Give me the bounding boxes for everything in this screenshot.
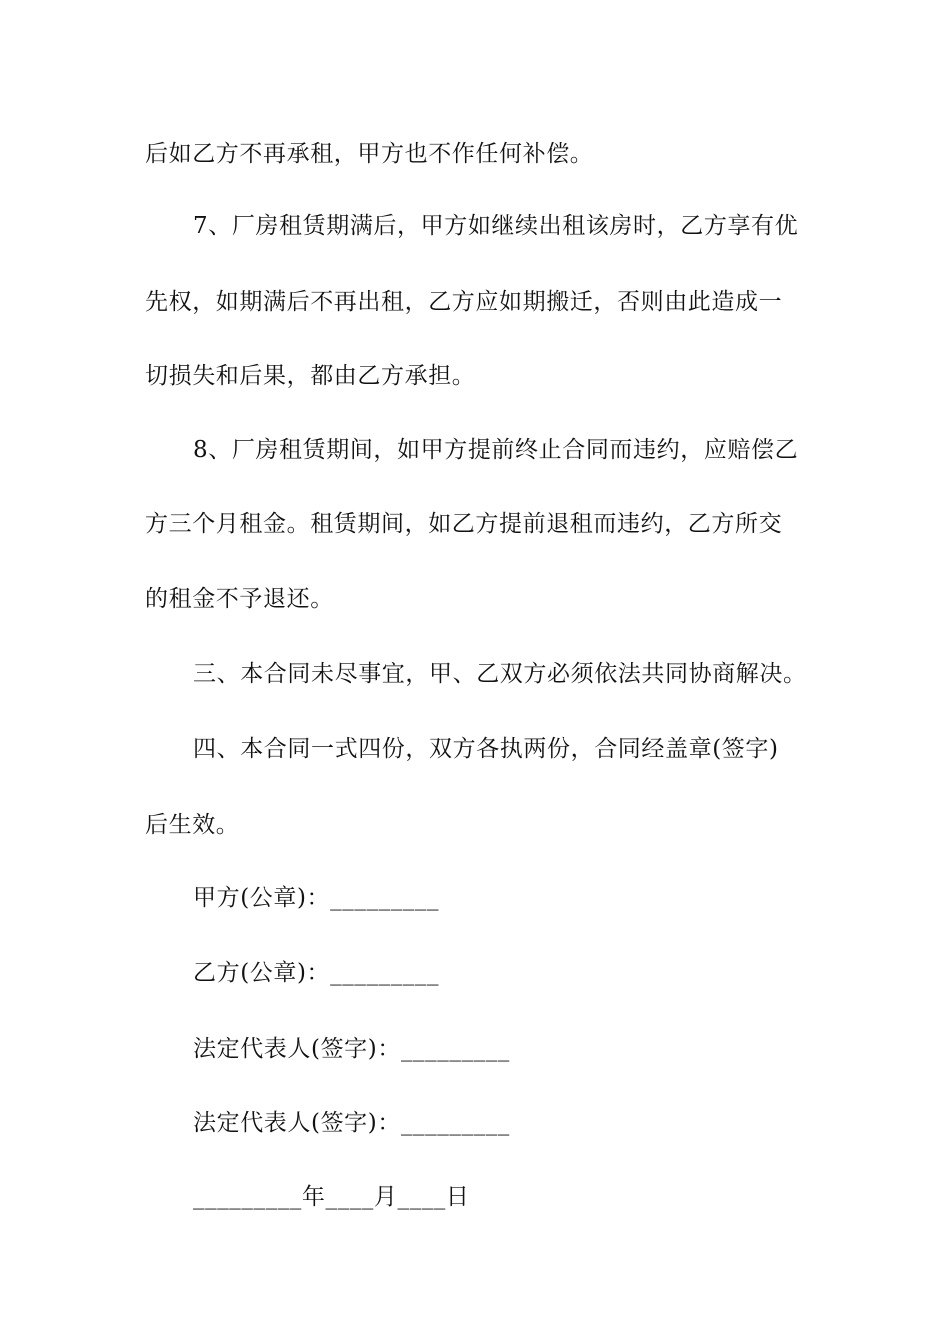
paragraph-line: 后如乙方不再承租，甲方也不作任何补偿。 — [145, 141, 594, 167]
paragraph-line: 的租金不予退还。 — [145, 586, 334, 612]
party-a-seal-field: 甲方(公章)：_________ — [193, 885, 440, 911]
clause-7-line: 7、厂房租赁期满后，甲方如继续出租该房时，乙方享有优 — [193, 213, 799, 239]
paragraph-line: 切损失和后果，都由乙方承担。 — [145, 363, 476, 389]
section-3-line: 三、本合同未尽事宜，甲、乙双方必须依法共同协商解决。 — [193, 661, 807, 687]
date-field: _________年____月____日 — [193, 1184, 470, 1210]
party-b-representative-field: 法定代表人(签字)：_________ — [193, 1110, 510, 1136]
clause-8-line: 8、厂房租赁期间，如甲方提前终止合同而违约，应赔偿乙 — [193, 437, 799, 463]
party-b-seal-field: 乙方(公章)：_________ — [193, 960, 440, 986]
party-a-representative-field: 法定代表人(签字)：_________ — [193, 1036, 510, 1062]
paragraph-line: 先权，如期满后不再出租，乙方应如期搬迁，否则由此造成一 — [145, 289, 783, 315]
paragraph-line: 后生效。 — [145, 812, 240, 838]
paragraph-line: 方三个月租金。租赁期间，如乙方提前退租而违约，乙方所交 — [145, 511, 783, 537]
section-4-line: 四、本合同一式四份，双方各执两份，合同经盖章(签字) — [193, 736, 779, 762]
